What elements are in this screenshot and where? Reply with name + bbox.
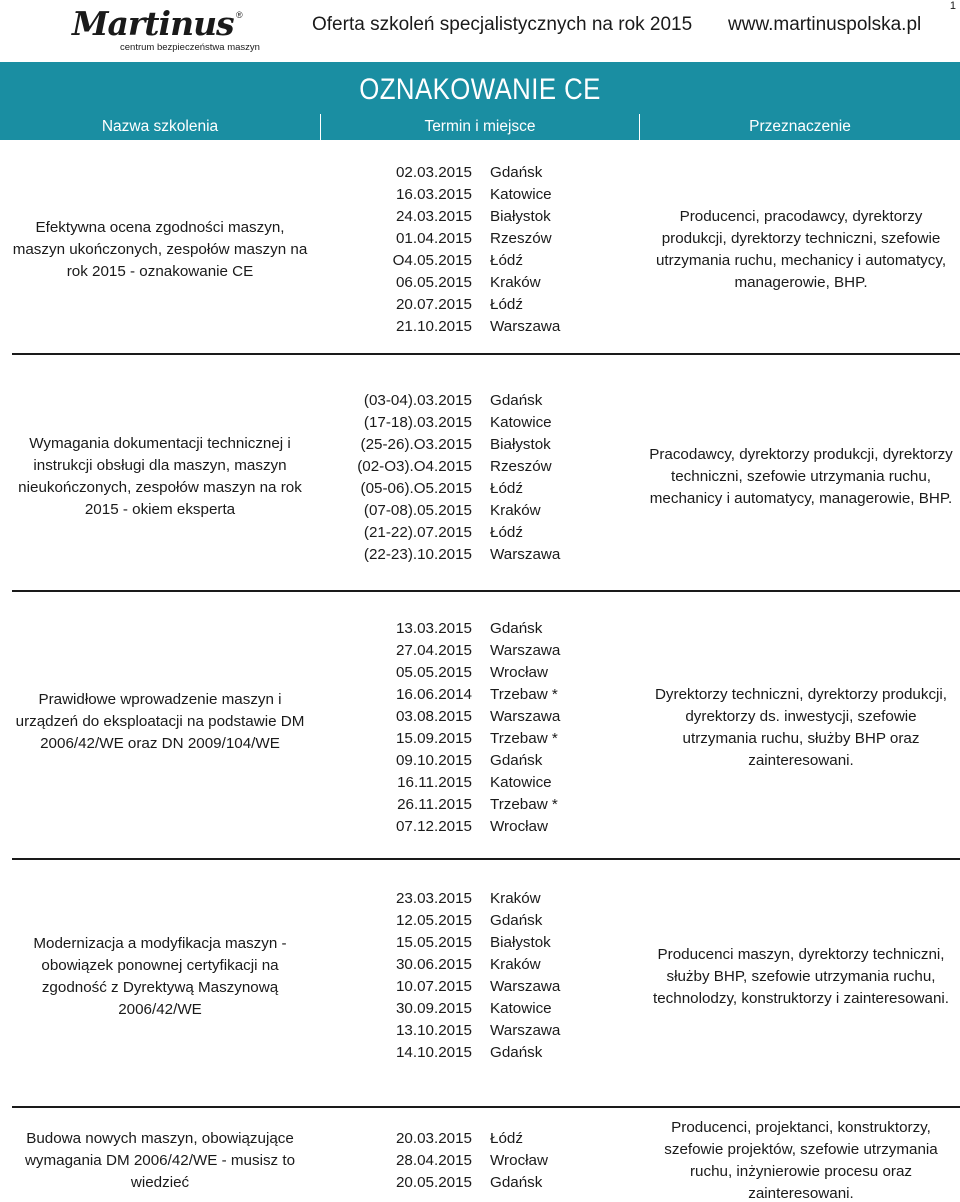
session-city: Rzeszów bbox=[490, 458, 552, 475]
session-date: 23.03.2015 bbox=[395, 890, 472, 907]
session-city: Gdańsk bbox=[490, 392, 543, 409]
section-title: OZNAKOWANIE CE bbox=[359, 73, 601, 106]
session-date: (07-08).05.2015 bbox=[363, 502, 472, 519]
session-city: Warszawa bbox=[490, 978, 561, 995]
session-date: 28.04.2015 bbox=[395, 1152, 472, 1169]
session-entry bbox=[320, 250, 640, 272]
session-entry bbox=[320, 640, 640, 662]
row-divider bbox=[12, 858, 960, 860]
session-entry bbox=[320, 522, 640, 544]
session-entry bbox=[320, 544, 640, 566]
logo-tagline: centrum bezpieczeństwa maszyn bbox=[120, 42, 260, 53]
session-city: Rzeszów bbox=[490, 230, 552, 247]
session-entry bbox=[320, 500, 640, 522]
session-entry bbox=[320, 750, 640, 772]
session-entry bbox=[320, 434, 640, 456]
session-date: (21-22).07.2015 bbox=[363, 524, 472, 541]
session-city: Trzebaw * bbox=[490, 730, 558, 747]
registered-mark: ® bbox=[236, 10, 243, 20]
session-date: 01.04.2015 bbox=[395, 230, 472, 247]
session-date: 09.10.2015 bbox=[395, 752, 472, 769]
session-entry bbox=[320, 954, 640, 976]
session-city: Warszawa bbox=[490, 1022, 561, 1039]
session-city: Katowice bbox=[490, 414, 552, 431]
session-date: 20.05.2015 bbox=[395, 1174, 472, 1191]
session-city: Gdańsk bbox=[490, 164, 543, 181]
session-date: 03.08.2015 bbox=[395, 708, 472, 725]
martinus-logo bbox=[72, 6, 272, 52]
row-divider bbox=[12, 353, 960, 355]
training-name: Efektywna ocena zgodności maszyn, maszyn ukończonych, zespołów maszyn na rok 2015 - oznakowanie CE bbox=[12, 219, 308, 280]
training-audience: Producenci maszyn, dyrektorzy techniczni, służby BHP, szefowie utrzymania ruchu, technolodzy, konstruktorzy i zainteresowani. bbox=[652, 946, 949, 1007]
session-city: Gdańsk bbox=[490, 620, 543, 637]
session-date: (17-18).03.2015 bbox=[363, 414, 472, 431]
session-city: Łódź bbox=[490, 524, 523, 541]
session-city: Łódź bbox=[490, 252, 523, 269]
training-name: Wymagania dokumentacji technicznej i instrukcji obsługi dla maszyn, maszyn nieukończonych, zespołów maszyn na rok 2015 - okiem eksperta bbox=[18, 435, 302, 518]
session-city: Łódź bbox=[490, 1130, 523, 1147]
session-date: 14.10.2015 bbox=[395, 1044, 472, 1061]
session-entry bbox=[320, 272, 640, 294]
session-date: 07.12.2015 bbox=[395, 818, 472, 835]
session-city: Kraków bbox=[490, 956, 541, 973]
session-city: Katowice bbox=[490, 774, 552, 791]
session-date: (22-23).10.2015 bbox=[363, 546, 472, 563]
column-header-schedule: Termin i miejsce bbox=[320, 114, 639, 140]
session-date: 26.11.2015 bbox=[397, 796, 472, 813]
section-banner bbox=[0, 62, 960, 140]
session-city: Warszawa bbox=[490, 318, 561, 335]
session-date: O4.05.2015 bbox=[392, 252, 472, 269]
training-name: Prawidłowe wprowadzenie maszyn i urządzeń do eksploatacji na podstawie DM 2006/42/WE oraz DN 2009/104/WE bbox=[15, 691, 305, 752]
session-entry bbox=[320, 932, 640, 954]
session-entry bbox=[320, 888, 640, 910]
session-city: Trzebaw * bbox=[490, 686, 558, 703]
session-date: 12.05.2015 bbox=[395, 912, 472, 929]
session-city: Wrocław bbox=[490, 664, 548, 681]
session-entry bbox=[320, 1128, 640, 1150]
session-city: Wrocław bbox=[490, 1152, 548, 1169]
session-city: Łódź bbox=[490, 296, 523, 313]
session-entry bbox=[320, 412, 640, 434]
training-audience: Dyrektorzy techniczni, dyrektorzy produkcji, dyrektorzy ds. inwestycji, szefowie utrzymania ruchu, służby BHP oraz zainteresowani. bbox=[654, 686, 948, 769]
session-date: 15.05.2015 bbox=[395, 934, 472, 951]
session-date: 16.03.2015 bbox=[395, 186, 472, 203]
session-date: 06.05.2015 bbox=[395, 274, 472, 291]
session-city: Kraków bbox=[490, 502, 541, 519]
session-date: 13.10.2015 bbox=[395, 1022, 472, 1039]
session-city: Gdańsk bbox=[490, 1174, 543, 1191]
session-date: 30.09.2015 bbox=[395, 1000, 472, 1017]
session-entry bbox=[320, 976, 640, 998]
session-date: (03-04).03.2015 bbox=[363, 392, 472, 409]
training-name: Modernizacja a modyfikacja maszyn - obowiązek ponownej certyfikacji na zgodność z Dyrektywą Maszynową 2006/42/WE bbox=[33, 935, 287, 1018]
session-date: 16.11.2015 bbox=[397, 774, 472, 791]
session-date: (02-O3).O4.2015 bbox=[357, 458, 472, 475]
training-schedule bbox=[320, 162, 640, 338]
session-date: 10.07.2015 bbox=[395, 978, 472, 995]
session-entry bbox=[320, 294, 640, 316]
training-audience: Pracodawcy, dyrektorzy produkcji, dyrektorzy techniczni, szefowie utrzymania ruchu, mechanicy i automatycy, managerowie, BHP. bbox=[649, 446, 953, 507]
session-entry bbox=[320, 206, 640, 228]
logo-wordmark: Martinus bbox=[72, 4, 234, 43]
session-date: 20.07.2015 bbox=[395, 296, 472, 313]
session-entry bbox=[320, 910, 640, 932]
session-date: 02.03.2015 bbox=[395, 164, 472, 181]
session-city: Gdańsk bbox=[490, 752, 543, 769]
session-entry bbox=[320, 316, 640, 338]
session-entry bbox=[320, 1042, 640, 1064]
training-audience: Producenci, pracodawcy, dyrektorzy produkcji, dyrektorzy techniczni, szefowie utrzymania ruchu, mechanicy i automatycy, managerowie, BHP. bbox=[655, 208, 947, 291]
session-city: Warszawa bbox=[490, 546, 561, 563]
session-entry bbox=[320, 1020, 640, 1042]
session-date: 30.06.2015 bbox=[395, 956, 472, 973]
row-divider bbox=[12, 590, 960, 592]
session-date: (05-06).O5.2015 bbox=[360, 480, 472, 497]
training-schedule bbox=[320, 1128, 640, 1194]
session-date: 20.03.2015 bbox=[395, 1130, 472, 1147]
column-headers bbox=[0, 114, 960, 140]
website-url: www.martinuspolska.pl bbox=[728, 14, 922, 35]
training-schedule bbox=[320, 618, 640, 838]
session-entry bbox=[320, 618, 640, 640]
session-city: Białystok bbox=[490, 934, 551, 951]
session-entry bbox=[320, 728, 640, 750]
session-city: Kraków bbox=[490, 274, 541, 291]
training-schedule bbox=[320, 390, 640, 566]
session-entry bbox=[320, 794, 640, 816]
session-date: 27.04.2015 bbox=[395, 642, 472, 659]
session-entry bbox=[320, 390, 640, 412]
column-header-audience: Przeznaczenie bbox=[639, 114, 960, 140]
training-name: Budowa nowych maszyn, obowiązujące wymagania DM 2006/42/WE - musisz to wiedzieć bbox=[24, 1130, 296, 1191]
session-city: Katowice bbox=[490, 1000, 552, 1017]
session-city: Łódź bbox=[490, 480, 523, 497]
session-date: 13.03.2015 bbox=[395, 620, 472, 637]
document-title: Oferta szkoleń specjalistycznych na rok 2015 bbox=[312, 14, 693, 35]
session-entry bbox=[320, 662, 640, 684]
session-entry bbox=[320, 1172, 640, 1194]
session-entry bbox=[320, 1150, 640, 1172]
session-entry bbox=[320, 684, 640, 706]
session-date: 16.06.2014 bbox=[395, 686, 472, 703]
training-schedule bbox=[320, 888, 640, 1064]
session-city: Katowice bbox=[490, 186, 552, 203]
session-date: 24.03.2015 bbox=[395, 208, 472, 225]
session-date: 21.10.2015 bbox=[395, 318, 472, 335]
session-city: Białystok bbox=[490, 436, 551, 453]
session-city: Wrocław bbox=[490, 818, 548, 835]
session-entry bbox=[320, 456, 640, 478]
session-city: Warszawa bbox=[490, 642, 561, 659]
session-entry bbox=[320, 162, 640, 184]
session-date: 05.05.2015 bbox=[395, 664, 472, 681]
session-entry bbox=[320, 228, 640, 250]
session-city: Kraków bbox=[490, 890, 541, 907]
session-date: 15.09.2015 bbox=[395, 730, 472, 747]
training-audience: Producenci, projektanci, konstruktorzy, szefowie projektów, szefowie utrzymania ruchu, inżynierowie procesu oraz zainteresowani. bbox=[664, 1119, 938, 1202]
session-city: Białystok bbox=[490, 208, 551, 225]
session-city: Gdańsk bbox=[490, 1044, 543, 1061]
session-entry bbox=[320, 816, 640, 838]
session-city: Gdańsk bbox=[490, 912, 543, 929]
session-city: Warszawa bbox=[490, 708, 561, 725]
session-entry bbox=[320, 184, 640, 206]
session-date: (25-26).O3.2015 bbox=[360, 436, 472, 453]
session-entry bbox=[320, 478, 640, 500]
session-entry bbox=[320, 998, 640, 1020]
page-number: 1 bbox=[949, 0, 956, 12]
session-city: Trzebaw * bbox=[490, 796, 558, 813]
session-entry bbox=[320, 772, 640, 794]
column-header-name: Nazwa szkolenia bbox=[0, 114, 320, 140]
session-entry bbox=[320, 706, 640, 728]
